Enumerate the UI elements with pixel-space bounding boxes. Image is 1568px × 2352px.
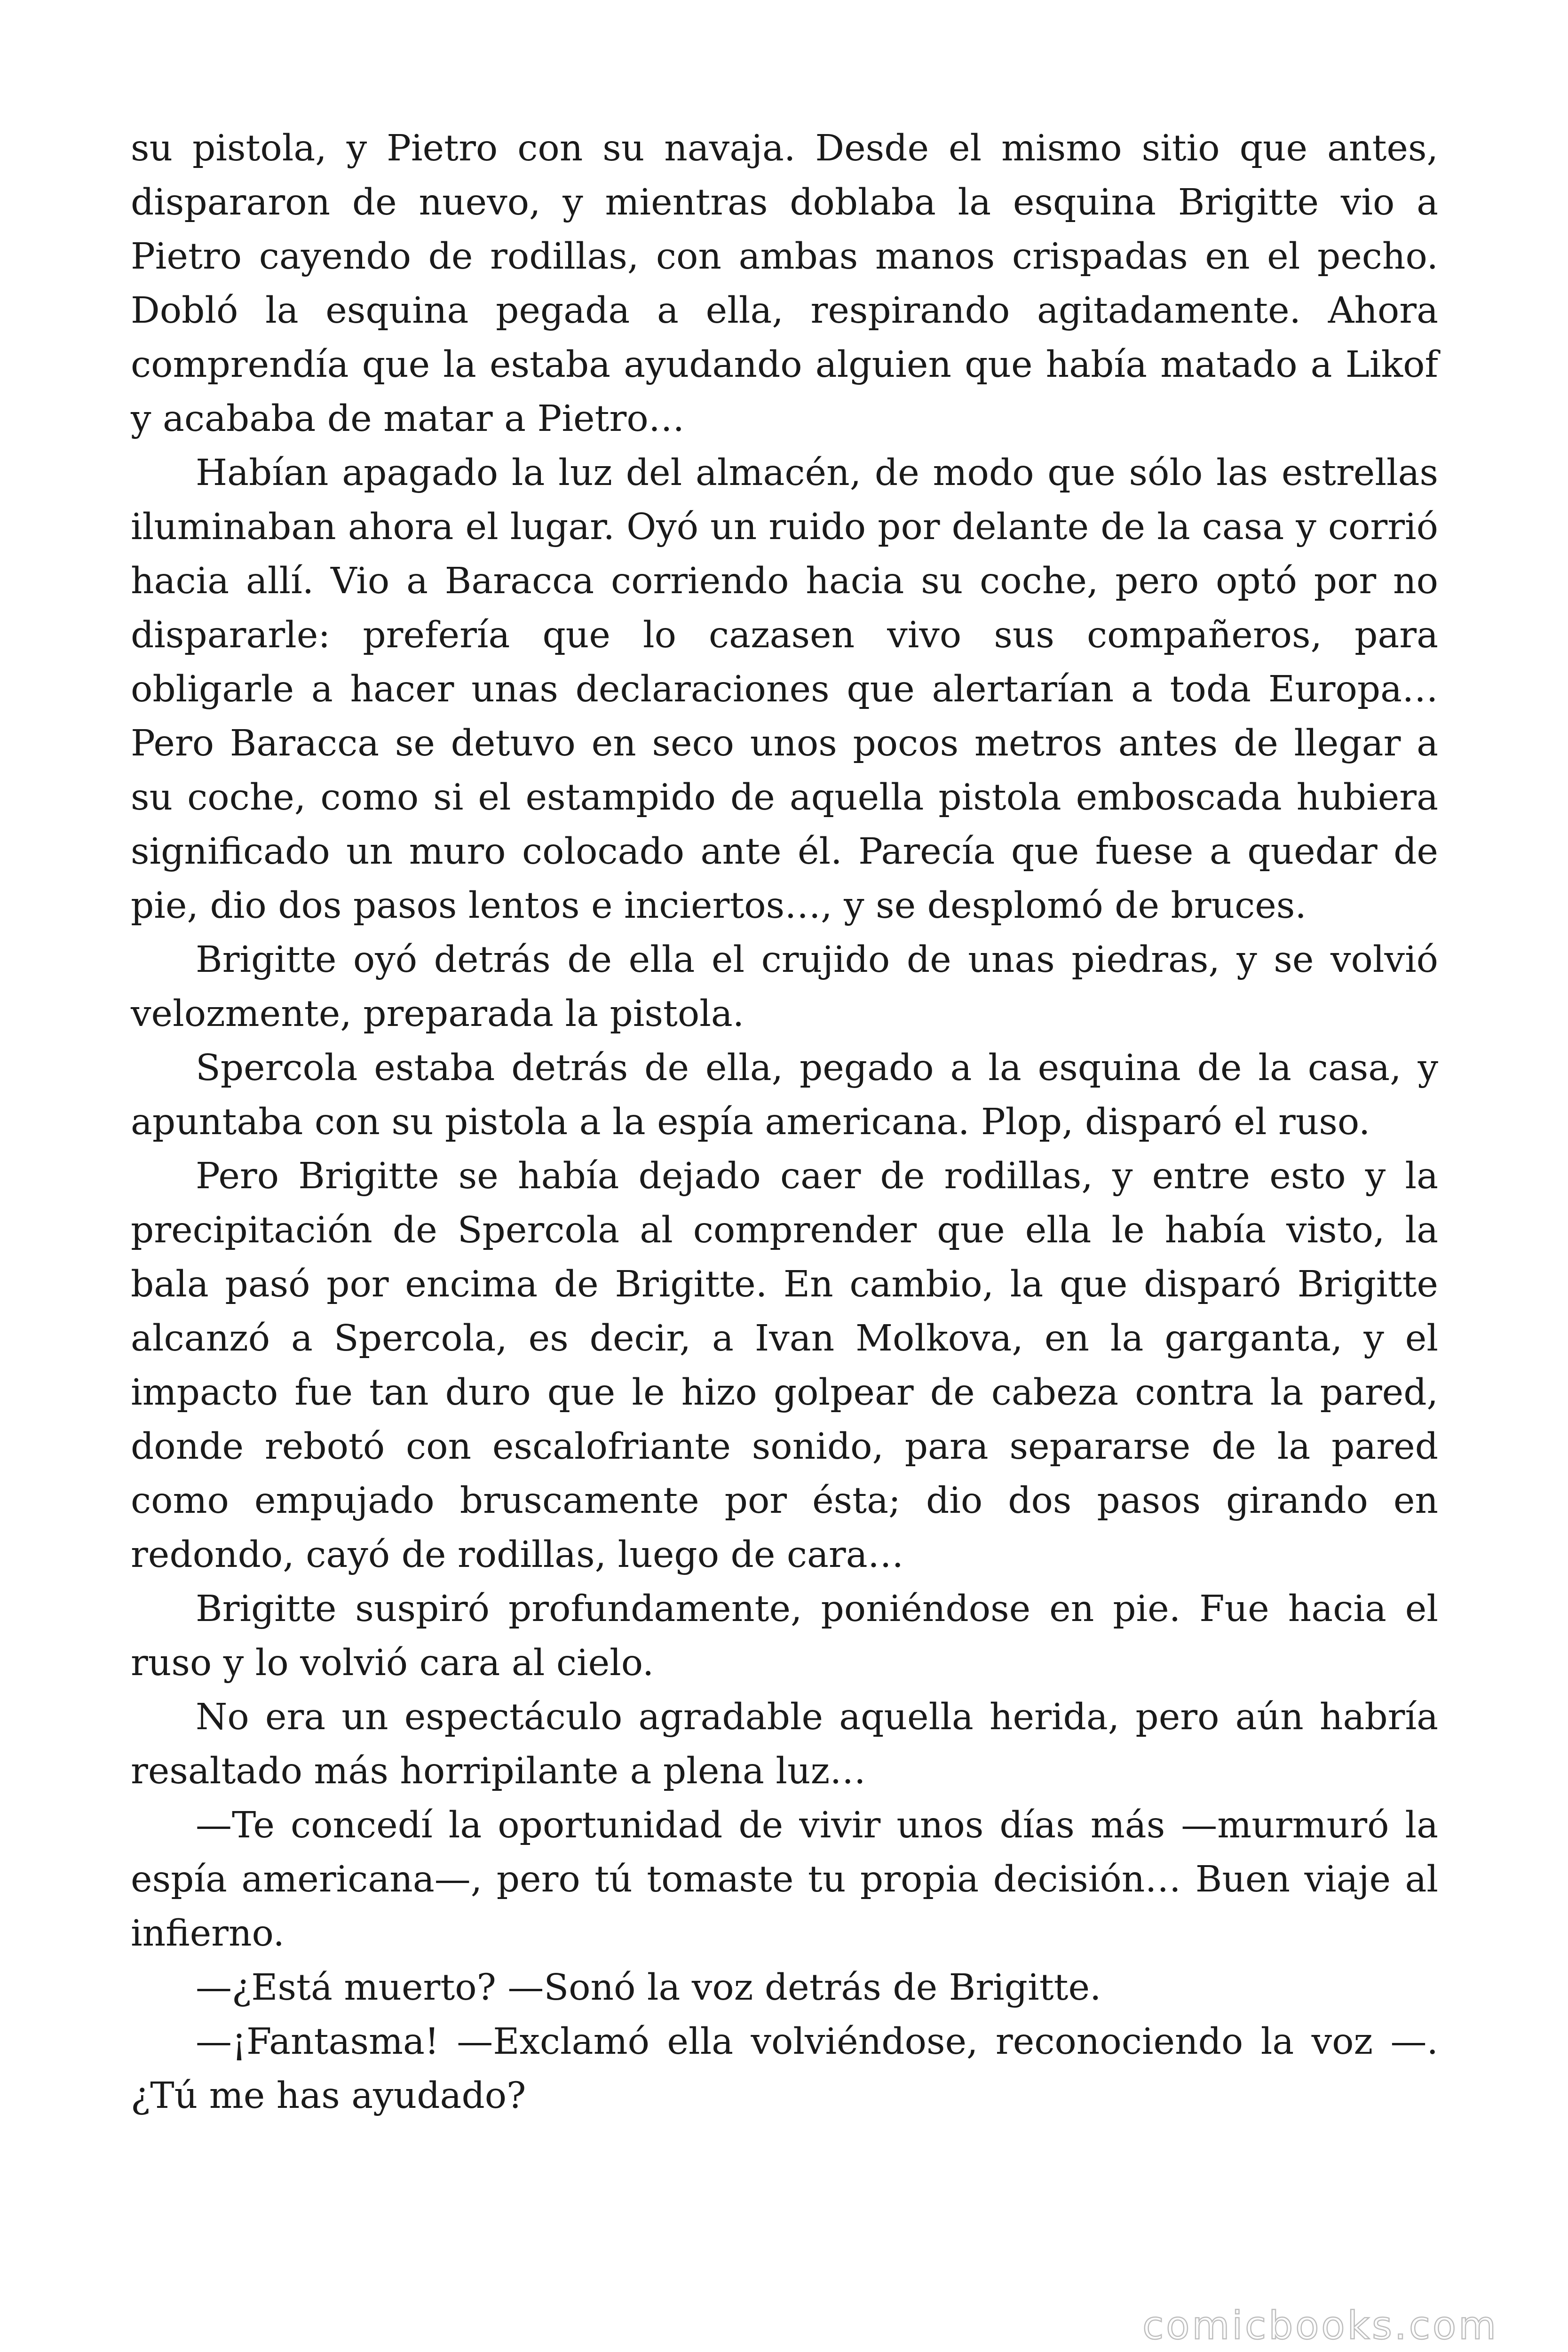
paragraph-1: su pistola, y Pietro con su navaja. Desde el mismo sitio que antes, dispararon de nuevo, y mientras doblaba la esquina Brigitte vio a Pietro cayendo de rodillas, con ambas manos crispadas en el pecho. Dobló la esquina pegada a ella, respirando agitadamente. Ahora comprendía que la estaba ayudando alguien que había matado a Likof y acababa de matar a Pietro… bbox=[131, 127, 1438, 440]
paragraph-9: —¿Está muerto? —Sonó la voz detrás de Brigitte. bbox=[196, 1967, 1101, 2009]
paragraph-8: —Te concedí la oportunidad de vivir unos días más —murmuró la espía americana—, pero tú tomaste tu propia decisión… Buen viaje al infierno. bbox=[131, 1804, 1438, 1955]
paragraph-7: No era un espectáculo agradable aquella herida, pero aún habría resaltado más horripilante a plena luz… bbox=[131, 1696, 1438, 1792]
paragraph-10: —¡Fantasma! —Exclamó ella volviéndose, reconociendo la voz —. ¿Tú me has ayudado? bbox=[131, 2021, 1438, 2117]
paragraph-4: Spercola estaba detrás de ella, pegado a la esquina de la casa, y apuntaba con su pistola a la espía americana. Plop, disparó el ruso. bbox=[131, 1047, 1438, 1143]
body-text bbox=[131, 121, 1438, 2123]
paragraph-3: Brigitte oyó detrás de ella el crujido de unas piedras, y se volvió velozmente, preparada la pistola. bbox=[131, 939, 1438, 1035]
paragraph-5: Pero Brigitte se había dejado caer de rodillas, y entre esto y la precipitación de Spercola al comprender que ella le había visto, la bala pasó por encima de Brigitte. En cambio, la que disparó Brigitte alcanzó a Spercola, es decir, a Ivan Molkova, en la garganta, y el impacto fue tan duro que le hizo golpear de cabeza contra la pared, donde rebotó con escalofriante sonido, para separarse de la pared como empujado bruscamente por ésta; dio dos pasos girando en redondo, cayó de rodillas, luego de cara… bbox=[131, 1155, 1438, 1576]
watermark: comicbooks.com bbox=[1142, 2304, 1498, 2348]
paragraph-2: Habían apagado la luz del almacén, de modo que sólo las estrellas iluminaban ahora el lugar. Oyó un ruido por delante de la casa y corrió hacia allí. Vio a Baracca corriendo hacia su coche, pero optó por no dispararle: prefería que lo cazasen vivo sus compañeros, para obligarle a hacer unas declaraciones que alertarían a toda Europa… Pero Baracca se detuvo en seco unos pocos metros antes de llegar a su coche, como si el estampido de aquella pistola emboscada hubiera significado un muro colocado ante él. Parecía que fuese a quedar de pie, dio dos pasos lentos e inciertos…, y se desplomó de bruces. bbox=[131, 452, 1438, 927]
paragraph-6: Brigitte suspiró profundamente, poniéndose en pie. Fue hacia el ruso y lo volvió cara al cielo. bbox=[131, 1588, 1438, 1684]
